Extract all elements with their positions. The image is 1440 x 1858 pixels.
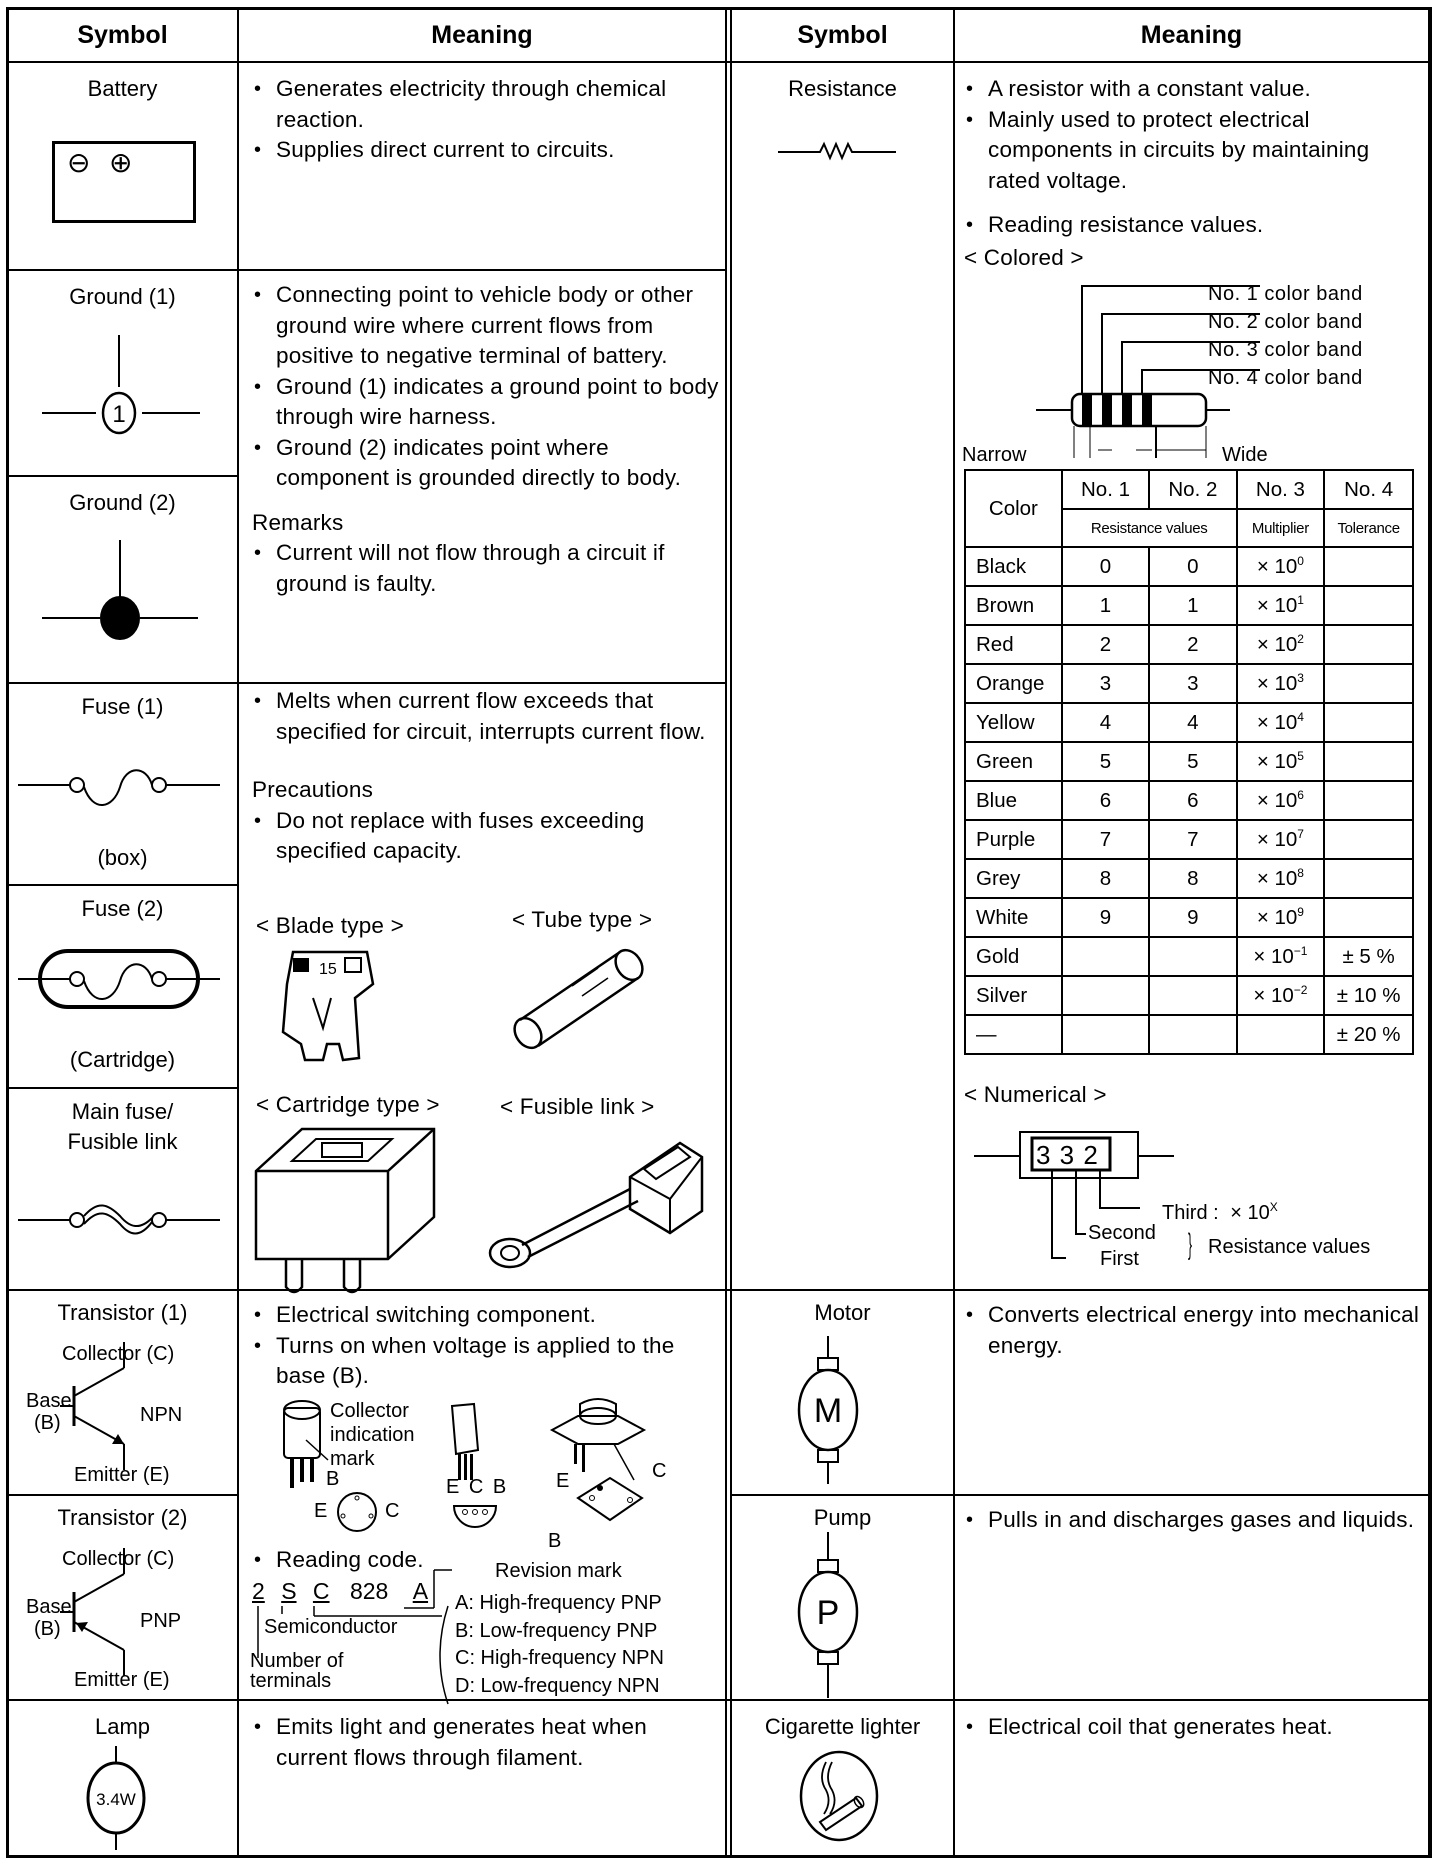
- pins-ecb-label: E C B: [446, 1476, 509, 1498]
- multiplier-base: × 10: [1256, 633, 1298, 656]
- color-cell: Blue: [965, 781, 1062, 820]
- symbol-label-fuse-1-sub: (box): [97, 845, 148, 870]
- tube-type-label: < Tube type >: [512, 907, 653, 932]
- multiplier-cell: [1237, 586, 1325, 625]
- multiplier-base: × 10: [1256, 672, 1298, 695]
- fuse-box-icon: [18, 765, 228, 805]
- table-row: [965, 625, 1413, 664]
- multiplier-base: × 10: [1256, 750, 1298, 773]
- to3-power-transistor-illustration: [548, 1400, 668, 1520]
- resistor-color-code-table: [964, 469, 1414, 1055]
- digit-2-cell: [1149, 976, 1236, 1015]
- symbol-label-fuse-1: Fuse (1): [81, 694, 164, 719]
- numerical-resistor-illustration: [964, 1122, 1184, 1272]
- multiplier-exponent: −2: [1293, 983, 1308, 997]
- multiplier-exponent: 3: [1297, 671, 1304, 685]
- battery-icon: [52, 141, 196, 223]
- multiplier-base: × 10: [1256, 906, 1298, 929]
- tolerance-cell: [1324, 703, 1413, 742]
- blade-fuse-illustration: [275, 948, 395, 1068]
- multiplier-cell: [1237, 859, 1325, 898]
- base-label-b: (B): [34, 1618, 61, 1640]
- multiplier-base: × 10: [1256, 594, 1298, 617]
- half-circle-pinout-icon: [450, 1502, 500, 1532]
- table-row: [965, 820, 1413, 859]
- multiplier-exponent: 7: [1297, 827, 1304, 841]
- color-cell: Grey: [965, 859, 1062, 898]
- npn-label: NPN: [140, 1404, 183, 1426]
- table-row: [965, 898, 1413, 937]
- col-header: No. 4: [1324, 470, 1413, 509]
- table-row: [965, 742, 1413, 781]
- narrow-label: Narrow: [962, 444, 1027, 466]
- multiplier-cell: [1237, 1015, 1325, 1054]
- table-row: [965, 586, 1413, 625]
- multiplier-exponent: 1: [1297, 593, 1304, 607]
- color-cell: Red: [965, 625, 1062, 664]
- svg-text:1: 1: [112, 401, 126, 428]
- digit-2-cell: [1149, 937, 1236, 976]
- lamp-icon: [84, 1746, 154, 1858]
- precautions-title: Precautions: [252, 777, 374, 802]
- numerical-title: < Numerical >: [964, 1082, 1107, 1107]
- resistance-values-label: Resistance values: [1208, 1236, 1371, 1258]
- digit-2-cell: 9: [1149, 898, 1236, 937]
- cigarette-lighter-icon: [798, 1748, 884, 1844]
- tolerance-cell: [1324, 742, 1413, 781]
- label-line-1: Number of: [250, 1650, 344, 1672]
- multiplier-base: × 10: [1256, 867, 1298, 890]
- digit-2-cell: 1: [1149, 586, 1236, 625]
- bullet: • Emits light and generates heat when current flows through filament.: [252, 1712, 722, 1773]
- svg-text:15: 15: [319, 961, 337, 978]
- color-cell: Green: [965, 742, 1062, 781]
- band-label: No. 4 color band: [1208, 367, 1363, 389]
- tolerance-cell: ± 20 %: [1324, 1015, 1413, 1054]
- fusible-link-label: < Fusible link >: [500, 1094, 655, 1119]
- bullet: • Do not replace with fuses exceeding specified capacity.: [252, 806, 722, 867]
- code-part: A: [412, 1578, 429, 1604]
- code-part: 828: [349, 1578, 389, 1604]
- tolerance-cell: [1324, 664, 1413, 703]
- tolerance-cell: ± 10 %: [1324, 976, 1413, 1015]
- resistance-meaning: [964, 74, 1424, 273]
- bullet: • Supplies direct current to circuits.: [252, 135, 722, 166]
- bullet: • Turns on when voltage is applied to the base (B).: [252, 1331, 722, 1392]
- color-cell: Orange: [965, 664, 1062, 703]
- symbol-label-fuse-2: Fuse (2): [81, 896, 164, 921]
- symbol-label-cigarette-lighter: Cigarette lighter: [764, 1714, 921, 1739]
- symbol-label-battery: Battery: [87, 76, 158, 101]
- pin-e-label-power: E: [556, 1470, 570, 1492]
- tolerance-cell: [1324, 547, 1413, 586]
- bullet: • Reading resistance values.: [964, 210, 1424, 241]
- header-symbol-right: Symbol: [797, 21, 888, 49]
- color-band-labels: [1208, 280, 1363, 392]
- tube-fuse-illustration: [510, 940, 650, 1050]
- label-line-2: Fusible link: [67, 1129, 178, 1154]
- emitter-label: Emitter (E): [74, 1669, 170, 1691]
- color-cell: Black: [965, 547, 1062, 586]
- second-label: Second: [1088, 1222, 1156, 1244]
- bullet: • Connecting point to vehicle body or other ground wire where current flows from positive to negative terminal of battery.: [252, 280, 722, 372]
- minus-terminal-icon: ⊖: [67, 147, 91, 178]
- third-exponent: X: [1269, 1200, 1278, 1214]
- svg-text:P: P: [816, 1594, 840, 1632]
- multiplier-base: × 10: [1256, 828, 1298, 851]
- collector-mark-label-1: Collector: [330, 1400, 409, 1422]
- col-header: No. 1: [1062, 470, 1149, 509]
- bullet: • Ground (1) indicates a ground point to body through wire harness.: [252, 372, 722, 433]
- color-header: Color: [965, 470, 1062, 547]
- tolerance-cell: [1324, 625, 1413, 664]
- multiplier-cell: [1237, 625, 1325, 664]
- multiplier-exponent: 4: [1297, 710, 1304, 724]
- svg-text:3.4W: 3.4W: [96, 1790, 136, 1809]
- fuse-meaning: [252, 686, 722, 867]
- npn-transistor-icon: [60, 1358, 140, 1468]
- pnp-transistor-icon: [60, 1564, 140, 1674]
- type-item: B: Low-frequency PNP: [455, 1619, 658, 1642]
- color-cell: Yellow: [965, 703, 1062, 742]
- col-header: No. 2: [1149, 470, 1236, 509]
- pin-c-label: C: [385, 1500, 400, 1522]
- multiplier-cell: [1237, 742, 1325, 781]
- number-of-terminals-label: [250, 1651, 343, 1691]
- first-label: First: [1100, 1248, 1139, 1270]
- multiplier-cell: [1237, 781, 1325, 820]
- third-multiplier: × 10: [1230, 1202, 1270, 1224]
- bullet: • Melts when current flow exceeds that specified for circuit, interrupts current flow.: [252, 686, 722, 747]
- color-cell: Purple: [965, 820, 1062, 859]
- base-label-b: (B): [34, 1412, 61, 1434]
- symbol-label-lamp: Lamp: [94, 1714, 151, 1739]
- digit-2-cell: 5: [1149, 742, 1236, 781]
- ground-1-icon: [40, 335, 200, 435]
- brace-icon: }: [1188, 1228, 1193, 1261]
- bullet: • Converts electrical energy into mechanical energy.: [964, 1300, 1424, 1361]
- table-header-row: [965, 470, 1413, 509]
- multiplier-cell: [1237, 937, 1325, 976]
- digit-1-cell: 3: [1062, 664, 1149, 703]
- transistor-meaning: [252, 1300, 722, 1392]
- header-meaning-right: Meaning: [1140, 21, 1243, 49]
- multiplier-cell: [1237, 547, 1325, 586]
- label-line-1: Main fuse/: [71, 1099, 174, 1124]
- multiplier-exponent: −1: [1293, 944, 1308, 958]
- band-label: No. 1 color band: [1208, 283, 1363, 305]
- digit-1-cell: 8: [1062, 859, 1149, 898]
- digit-1-cell: 6: [1062, 781, 1149, 820]
- digit-2-cell: 4: [1149, 703, 1236, 742]
- tolerance-cell: [1324, 586, 1413, 625]
- code-part: 2: [252, 1578, 265, 1604]
- pin-e-label: E: [314, 1500, 328, 1522]
- sub-header: Multiplier: [1237, 509, 1325, 547]
- pump-icon: [788, 1532, 868, 1698]
- code-part: C: [312, 1578, 330, 1604]
- bullet: • Mainly used to protect electrical components in circuits by maintaining rated voltage.: [964, 105, 1424, 197]
- pin-b-label: B: [326, 1468, 340, 1490]
- base-label: Base: [26, 1596, 72, 1618]
- digit-1-cell: 2: [1062, 625, 1149, 664]
- fusible-link-illustration: [480, 1125, 710, 1275]
- digit-1-cell: 0: [1062, 547, 1149, 586]
- tolerance-cell: [1324, 859, 1413, 898]
- remarks-title: Remarks: [252, 509, 344, 535]
- fusible-link-icon: [18, 1200, 228, 1240]
- multiplier-base: × 10: [1256, 711, 1298, 734]
- fuse-cartridge-icon: [18, 945, 228, 1015]
- bullet: • Electrical switching component.: [252, 1300, 722, 1331]
- table-row: [965, 547, 1413, 586]
- resistor-icon: [778, 140, 898, 160]
- digit-2-cell: 8: [1149, 859, 1236, 898]
- digit-1-cell: 7: [1062, 820, 1149, 859]
- band-label: No. 3 color band: [1208, 339, 1363, 361]
- svg-text:3 3 2: 3 3 2: [1036, 1140, 1099, 1170]
- header-symbol-left: Symbol: [77, 21, 168, 49]
- pin-b-label-power: B: [548, 1530, 562, 1552]
- colored-title: < Colored >: [964, 244, 1084, 270]
- bullet: • Generates electricity through chemical reaction.: [252, 74, 722, 135]
- tolerance-cell: ± 5 %: [1324, 937, 1413, 976]
- sub-header: Resistance values: [1062, 509, 1237, 547]
- digit-2-cell: 2: [1149, 625, 1236, 664]
- table-row: [965, 664, 1413, 703]
- third-text: Third :: [1162, 1202, 1219, 1224]
- multiplier-cell: [1237, 703, 1325, 742]
- digit-1-cell: 5: [1062, 742, 1149, 781]
- base-label: Base: [26, 1390, 72, 1412]
- type-item: D: Low-frequency NPN: [455, 1674, 660, 1697]
- collector-mark-label-3: mark: [330, 1448, 375, 1470]
- symbol-label-transistor-1: Transistor (1): [57, 1300, 188, 1325]
- multiplier-base: × 10: [1256, 789, 1298, 812]
- bullet: • Electrical coil that generates heat.: [964, 1712, 1424, 1743]
- digit-1-cell: [1062, 937, 1149, 976]
- multiplier-exponent: 9: [1297, 905, 1304, 919]
- type-item: A: High-frequency PNP: [455, 1592, 662, 1614]
- symbol-label-ground-2: Ground (2): [69, 490, 176, 515]
- ground-2-icon: [40, 540, 200, 650]
- plus-terminal-icon: ⊕: [109, 147, 133, 178]
- symbol-label-main-fuse: [8, 1097, 237, 1157]
- multiplier-cell: [1237, 898, 1325, 937]
- pinout-circle-icon: [330, 1490, 384, 1534]
- digit-1-cell: 4: [1062, 703, 1149, 742]
- multiplier-base: × 10: [1253, 984, 1294, 1007]
- bullet: • Current will not flow through a circuit if ground is faulty.: [252, 538, 722, 599]
- symbol-label-ground-1: Ground (1): [69, 284, 176, 309]
- digit-2-cell: [1149, 1015, 1236, 1054]
- motor-meaning: [964, 1300, 1424, 1361]
- wide-label: Wide: [1222, 444, 1268, 466]
- pnp-label: PNP: [140, 1610, 182, 1632]
- motor-icon: [788, 1336, 868, 1486]
- table-row: [965, 781, 1413, 820]
- bullet: • Reading code.: [252, 1545, 424, 1576]
- cigarette-lighter-meaning: [964, 1712, 1424, 1743]
- revision-mark-label: Revision mark: [495, 1560, 622, 1582]
- semiconductor-label: Semiconductor: [264, 1616, 398, 1638]
- code-part: S: [281, 1578, 297, 1604]
- tolerance-cell: [1324, 820, 1413, 859]
- collector-label: Collector (C): [62, 1343, 175, 1365]
- symbol-label-transistor-2: Transistor (2): [57, 1505, 188, 1530]
- multiplier-exponent: 8: [1297, 866, 1304, 880]
- digit-1-cell: 1: [1062, 586, 1149, 625]
- bullet: • Ground (2) indicates point where component is grounded directly to body.: [252, 433, 722, 494]
- band-label: No. 2 color band: [1208, 311, 1363, 333]
- multiplier-cell: [1237, 976, 1325, 1015]
- table-row: [965, 976, 1413, 1015]
- table-row: [965, 1015, 1413, 1054]
- digit-2-cell: 6: [1149, 781, 1236, 820]
- multiplier-cell: [1237, 820, 1325, 859]
- digit-2-cell: 3: [1149, 664, 1236, 703]
- multiplier-base: × 10: [1253, 945, 1294, 968]
- lamp-meaning: [252, 1712, 722, 1773]
- table-row: [965, 937, 1413, 976]
- svg-text:M: M: [813, 1392, 843, 1430]
- digit-1-cell: 9: [1062, 898, 1149, 937]
- battery-meaning: [252, 74, 722, 166]
- multiplier-exponent: 6: [1297, 788, 1304, 802]
- multiplier-exponent: 5: [1297, 749, 1304, 763]
- color-cell: Gold: [965, 937, 1062, 976]
- type-item: C: High-frequency NPN: [455, 1647, 664, 1669]
- multiplier-exponent: 0: [1297, 554, 1304, 568]
- flat-transistor-illustration: [448, 1400, 488, 1480]
- label-line-2: terminals: [250, 1670, 332, 1692]
- pump-meaning: [964, 1505, 1424, 1536]
- symbol-label-fuse-2-sub: (Cartridge): [69, 1047, 176, 1072]
- sub-header: Tolerance: [1324, 509, 1413, 547]
- collector-mark-label-2: indication: [330, 1424, 415, 1446]
- tolerance-cell: [1324, 898, 1413, 937]
- color-cell: —: [965, 1015, 1062, 1054]
- cartridge-fuse-illustration: [252, 1125, 442, 1275]
- transistor-type-list: [455, 1590, 664, 1700]
- table-row: [965, 703, 1413, 742]
- digit-1-cell: [1062, 976, 1149, 1015]
- digit-1-cell: [1062, 1015, 1149, 1054]
- bullet: • Pulls in and discharges gases and liquids.: [964, 1505, 1424, 1536]
- header-meaning-left: Meaning: [431, 21, 533, 49]
- symbol-label-pump: Pump: [813, 1505, 872, 1530]
- color-cell: White: [965, 898, 1062, 937]
- digit-2-cell: 7: [1149, 820, 1236, 859]
- cartridge-type-label: < Cartridge type >: [256, 1092, 440, 1117]
- col-header: No. 3: [1237, 470, 1325, 509]
- third-label: [1162, 1196, 1278, 1225]
- multiplier-base: × 10: [1256, 555, 1298, 578]
- table-row: [965, 859, 1413, 898]
- color-cell: Brown: [965, 586, 1062, 625]
- collector-label: Collector (C): [62, 1548, 175, 1570]
- color-cell: Silver: [965, 976, 1062, 1015]
- bullet: • A resistor with a constant value.: [964, 74, 1424, 105]
- ground-meaning: [252, 280, 722, 599]
- symbol-label-motor: Motor: [814, 1300, 871, 1325]
- multiplier-cell: [1237, 664, 1325, 703]
- tolerance-cell: [1324, 781, 1413, 820]
- symbol-label-resistance: Resistance: [788, 76, 897, 101]
- digit-2-cell: 0: [1149, 547, 1236, 586]
- emitter-label: Emitter (E): [74, 1464, 170, 1486]
- blade-type-label: < Blade type >: [256, 913, 404, 938]
- pin-c-label-power: C: [652, 1460, 667, 1482]
- multiplier-exponent: 2: [1297, 632, 1304, 646]
